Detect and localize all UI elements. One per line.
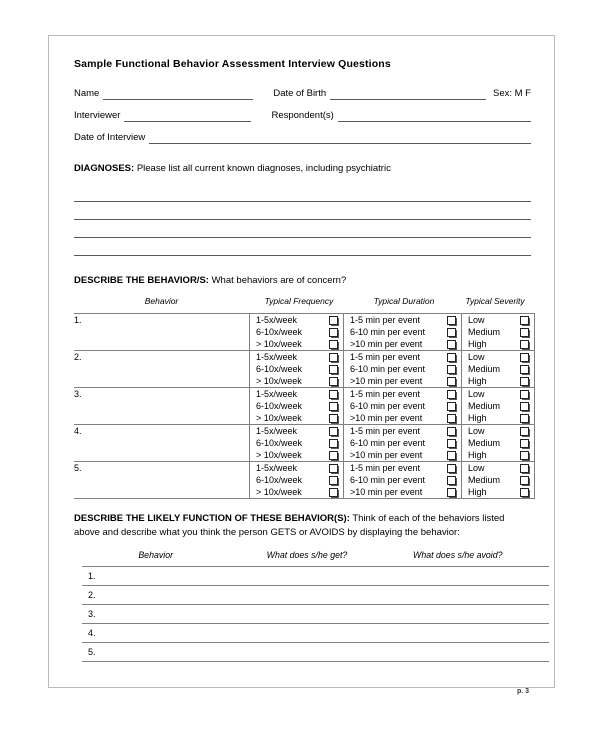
behavior-heading-bold: DESCRIBE THE BEHAVIOR/S: bbox=[74, 275, 209, 286]
duration-option[interactable] bbox=[344, 449, 461, 461]
checkbox-icon[interactable] bbox=[447, 439, 456, 448]
severity-option[interactable] bbox=[462, 388, 534, 400]
severity-option[interactable] bbox=[462, 351, 534, 363]
function-avoid-entry[interactable] bbox=[402, 624, 549, 643]
severity-option[interactable] bbox=[462, 338, 534, 350]
duration-option-label: 1-5 min per event bbox=[350, 463, 421, 473]
frequency-option-label: > 10x/week bbox=[256, 413, 302, 423]
frequency-option[interactable] bbox=[250, 462, 343, 474]
severity-option-label: Low bbox=[468, 389, 485, 399]
duration-option-label: >10 min per event bbox=[350, 487, 423, 497]
field-row-name bbox=[74, 88, 531, 100]
duration-option-label: 1-5 min per event bbox=[350, 426, 421, 436]
behavior-heading-text: What behaviors are of concern? bbox=[208, 275, 347, 286]
frequency-option[interactable] bbox=[250, 363, 343, 375]
checkbox-icon[interactable] bbox=[520, 427, 529, 436]
column-header-what-does-she-get: What does s/he get? bbox=[266, 550, 348, 560]
column-header-what-does-she-avoid: What does s/he avoid? bbox=[413, 550, 503, 560]
severity-option-label: Medium bbox=[468, 438, 501, 448]
severity-option-label: Medium bbox=[468, 401, 501, 411]
severity-option[interactable] bbox=[462, 375, 534, 387]
function-avoid-entry[interactable] bbox=[402, 605, 549, 624]
diagnoses-line[interactable] bbox=[74, 238, 531, 256]
function-heading-text: Think of each of the behaviors listed above and describe what you think the person GETS or AVOIDS by displaying the behavior: bbox=[74, 513, 505, 538]
severity-option-label: High bbox=[468, 339, 487, 349]
severity-option-label: Low bbox=[468, 426, 485, 436]
severity-option-label: Medium bbox=[468, 327, 501, 337]
checkbox-icon[interactable] bbox=[520, 451, 529, 460]
diagnoses-heading bbox=[74, 162, 531, 175]
date-of-interview-input-rule[interactable] bbox=[149, 132, 531, 144]
checkbox-icon[interactable] bbox=[447, 464, 456, 473]
table-row bbox=[74, 388, 535, 425]
diagnoses-line[interactable] bbox=[74, 202, 531, 220]
table-row bbox=[74, 351, 535, 388]
diagnoses-line[interactable] bbox=[74, 220, 531, 238]
function-behavior-entry[interactable]: 2. bbox=[82, 586, 238, 605]
behavior-row-entry[interactable]: 5. bbox=[74, 462, 250, 499]
checkbox-icon[interactable] bbox=[447, 316, 456, 325]
severity-cell bbox=[462, 314, 535, 351]
duration-option-label: 6-10 min per event bbox=[350, 327, 426, 337]
behavior-row-entry[interactable]: 3. bbox=[74, 388, 250, 425]
frequency-option-label: 6-10x/week bbox=[256, 401, 303, 411]
behavior-table-column-headers bbox=[74, 296, 531, 307]
frequency-option[interactable] bbox=[250, 474, 343, 486]
duration-option-label: 6-10 min per event bbox=[350, 364, 426, 374]
severity-cell bbox=[462, 425, 535, 462]
date-of-birth-input-rule[interactable] bbox=[330, 88, 486, 100]
frequency-option-label: 6-10x/week bbox=[256, 438, 303, 448]
column-header-typical-severity: Typical Severity bbox=[465, 296, 525, 306]
function-section-heading bbox=[74, 512, 531, 539]
duration-option[interactable] bbox=[344, 437, 461, 449]
severity-option[interactable] bbox=[462, 449, 534, 461]
respondents-input-rule[interactable] bbox=[338, 110, 531, 122]
frequency-option-label: 1-5x/week bbox=[256, 389, 298, 399]
checkbox-icon[interactable] bbox=[520, 353, 529, 362]
frequency-option[interactable] bbox=[250, 314, 343, 326]
function-behavior-entry[interactable]: 3. bbox=[82, 605, 238, 624]
frequency-option-label: 1-5x/week bbox=[256, 352, 298, 362]
behavior-row-entry[interactable]: 2. bbox=[74, 351, 250, 388]
frequency-cell bbox=[250, 314, 344, 351]
duration-option[interactable] bbox=[344, 412, 461, 424]
checkbox-icon[interactable] bbox=[520, 340, 529, 349]
duration-option-label: >10 min per event bbox=[350, 413, 423, 423]
duration-cell bbox=[344, 425, 462, 462]
checkbox-icon[interactable] bbox=[329, 402, 338, 411]
table-row bbox=[82, 586, 549, 605]
field-row-date-of-interview bbox=[74, 132, 531, 144]
duration-option[interactable] bbox=[344, 388, 461, 400]
duration-option[interactable] bbox=[344, 351, 461, 363]
frequency-option[interactable] bbox=[250, 326, 343, 338]
checkbox-icon[interactable] bbox=[329, 365, 338, 374]
checkbox-icon[interactable] bbox=[447, 353, 456, 362]
checkbox-icon[interactable] bbox=[520, 377, 529, 386]
severity-option-label: Medium bbox=[468, 475, 501, 485]
column-header-typical-frequency: Typical Frequency bbox=[264, 296, 334, 306]
interviewer-input-rule[interactable] bbox=[124, 110, 251, 122]
frequency-option[interactable] bbox=[250, 437, 343, 449]
checkbox-icon[interactable] bbox=[329, 439, 338, 448]
name-label: Name bbox=[74, 88, 100, 99]
checkbox-icon[interactable] bbox=[329, 488, 338, 497]
frequency-option[interactable] bbox=[250, 449, 343, 461]
duration-cell bbox=[344, 462, 462, 499]
table-row bbox=[82, 643, 549, 662]
severity-option-label: High bbox=[468, 450, 487, 460]
checkbox-icon[interactable] bbox=[520, 365, 529, 374]
checkbox-icon[interactable] bbox=[329, 316, 338, 325]
severity-option-label: High bbox=[468, 487, 487, 497]
frequency-option-label: 1-5x/week bbox=[256, 426, 298, 436]
checkbox-icon[interactable] bbox=[447, 328, 456, 337]
duration-option-label: 6-10 min per event bbox=[350, 401, 426, 411]
duration-option-label: >10 min per event bbox=[350, 376, 423, 386]
severity-option-label: High bbox=[468, 376, 487, 386]
checkbox-icon[interactable] bbox=[329, 451, 338, 460]
checkbox-icon[interactable] bbox=[329, 390, 338, 399]
duration-option[interactable] bbox=[344, 338, 461, 350]
duration-option[interactable] bbox=[344, 375, 461, 387]
function-behavior-entry[interactable]: 4. bbox=[82, 624, 238, 643]
severity-option-label: Medium bbox=[468, 364, 501, 374]
severity-option-label: High bbox=[468, 413, 487, 423]
function-get-entry[interactable] bbox=[238, 643, 402, 662]
behavior-table bbox=[74, 313, 535, 499]
table-row bbox=[82, 605, 549, 624]
function-heading-bold: DESCRIBE THE LIKELY FUNCTION OF THESE BEHAVIOR(S): bbox=[74, 513, 350, 524]
page-content bbox=[74, 58, 531, 695]
behavior-row-entry[interactable]: 1. bbox=[74, 314, 250, 351]
duration-option[interactable] bbox=[344, 326, 461, 338]
duration-option[interactable] bbox=[344, 363, 461, 375]
table-row bbox=[74, 314, 535, 351]
behavior-row-entry[interactable]: 4. bbox=[74, 425, 250, 462]
severity-option[interactable] bbox=[462, 474, 534, 486]
checkbox-icon[interactable] bbox=[447, 427, 456, 436]
checkbox-icon[interactable] bbox=[447, 402, 456, 411]
frequency-option[interactable] bbox=[250, 351, 343, 363]
severity-option[interactable] bbox=[462, 437, 534, 449]
severity-option-label: Low bbox=[468, 315, 485, 325]
function-avoid-entry[interactable] bbox=[402, 643, 549, 662]
page-title: Sample Functional Behavior Assessment Interview Questions bbox=[74, 58, 391, 70]
severity-option-label: Low bbox=[468, 463, 485, 473]
duration-option-label: 1-5 min per event bbox=[350, 389, 421, 399]
duration-option-label: >10 min per event bbox=[350, 450, 423, 460]
checkbox-icon[interactable] bbox=[329, 414, 338, 423]
diagnoses-line[interactable] bbox=[74, 184, 531, 202]
duration-option-label: 6-10 min per event bbox=[350, 438, 426, 448]
duration-option[interactable] bbox=[344, 462, 461, 474]
checkbox-icon[interactable] bbox=[520, 488, 529, 497]
frequency-cell bbox=[250, 425, 344, 462]
checkbox-icon[interactable] bbox=[447, 488, 456, 497]
frequency-option[interactable] bbox=[250, 400, 343, 412]
severity-cell bbox=[462, 351, 535, 388]
diagnoses-write-in-area bbox=[74, 184, 531, 256]
name-input-rule[interactable] bbox=[103, 88, 253, 100]
table-row bbox=[82, 624, 549, 643]
sex-label[interactable]: Sex: M F bbox=[492, 88, 531, 99]
function-table-column-headers bbox=[74, 550, 531, 561]
checkbox-icon[interactable] bbox=[520, 464, 529, 473]
duration-cell bbox=[344, 314, 462, 351]
checkbox-icon[interactable] bbox=[329, 340, 338, 349]
frequency-cell bbox=[250, 351, 344, 388]
checkbox-icon[interactable] bbox=[329, 427, 338, 436]
checkbox-icon[interactable] bbox=[520, 414, 529, 423]
interviewer-label: Interviewer bbox=[74, 110, 121, 121]
document-page bbox=[48, 35, 555, 695]
function-behavior-entry[interactable]: 5. bbox=[82, 643, 238, 662]
severity-option[interactable] bbox=[462, 486, 534, 498]
frequency-option-label: > 10x/week bbox=[256, 339, 302, 349]
table-row bbox=[74, 462, 535, 499]
checkbox-icon[interactable] bbox=[520, 439, 529, 448]
frequency-option[interactable] bbox=[250, 412, 343, 424]
checkbox-icon[interactable] bbox=[329, 464, 338, 473]
duration-option[interactable] bbox=[344, 474, 461, 486]
checkbox-icon[interactable] bbox=[447, 451, 456, 460]
function-avoid-entry[interactable] bbox=[402, 586, 549, 605]
table-row bbox=[74, 425, 535, 462]
checkbox-icon[interactable] bbox=[447, 476, 456, 485]
frequency-option[interactable] bbox=[250, 338, 343, 350]
checkbox-icon[interactable] bbox=[520, 476, 529, 485]
frequency-option[interactable] bbox=[250, 375, 343, 387]
checkbox-icon[interactable] bbox=[447, 414, 456, 423]
date-of-birth-label: Date of Birth bbox=[273, 88, 327, 99]
diagnoses-heading-bold: DIAGNOSES: bbox=[74, 163, 135, 174]
respondents-label: Respondent(s) bbox=[271, 110, 334, 121]
checkbox-icon[interactable] bbox=[447, 365, 456, 374]
duration-option-label: 1-5 min per event bbox=[350, 315, 421, 325]
severity-option[interactable] bbox=[462, 412, 534, 424]
severity-option[interactable] bbox=[462, 400, 534, 412]
function-table bbox=[82, 566, 549, 662]
frequency-option-label: > 10x/week bbox=[256, 487, 302, 497]
diagnoses-heading-text: Please list all current known diagnoses, including psychiatric bbox=[134, 163, 391, 174]
duration-option[interactable] bbox=[344, 486, 461, 498]
checkbox-icon[interactable] bbox=[520, 390, 529, 399]
frequency-option[interactable] bbox=[250, 486, 343, 498]
checkbox-icon[interactable] bbox=[447, 390, 456, 399]
frequency-option-label: 6-10x/week bbox=[256, 475, 303, 485]
column-header-behavior: Behavior bbox=[144, 296, 179, 306]
severity-option[interactable] bbox=[462, 425, 534, 437]
column-header-typical-duration: Typical Duration bbox=[373, 296, 435, 306]
checkbox-icon[interactable] bbox=[447, 340, 456, 349]
checkbox-icon[interactable] bbox=[329, 328, 338, 337]
duration-option[interactable] bbox=[344, 400, 461, 412]
date-of-interview-label: Date of Interview bbox=[74, 132, 146, 143]
duration-option-label: 1-5 min per event bbox=[350, 352, 421, 362]
severity-option[interactable] bbox=[462, 314, 534, 326]
severity-option[interactable] bbox=[462, 363, 534, 375]
function-get-entry[interactable] bbox=[238, 605, 402, 624]
checkbox-icon[interactable] bbox=[520, 402, 529, 411]
page-number: p. 3 bbox=[516, 688, 529, 695]
frequency-option-label: 1-5x/week bbox=[256, 315, 298, 325]
function-behavior-entry[interactable]: 1. bbox=[82, 567, 238, 586]
function-get-entry[interactable] bbox=[238, 567, 402, 586]
column-header-behavior: Behavior bbox=[138, 550, 174, 560]
severity-cell bbox=[462, 462, 535, 499]
frequency-cell bbox=[250, 388, 344, 425]
frequency-option[interactable] bbox=[250, 425, 343, 437]
checkbox-icon[interactable] bbox=[329, 353, 338, 362]
frequency-option-label: 6-10x/week bbox=[256, 364, 303, 374]
duration-option-label: >10 min per event bbox=[350, 339, 423, 349]
frequency-option-label: 1-5x/week bbox=[256, 463, 298, 473]
duration-cell bbox=[344, 351, 462, 388]
severity-option-label: Low bbox=[468, 352, 485, 362]
behavior-section-heading bbox=[74, 274, 531, 287]
duration-option[interactable] bbox=[344, 425, 461, 437]
frequency-option-label: 6-10x/week bbox=[256, 327, 303, 337]
checkbox-icon[interactable] bbox=[329, 476, 338, 485]
frequency-option-label: > 10x/week bbox=[256, 450, 302, 460]
duration-cell bbox=[344, 388, 462, 425]
function-avoid-entry[interactable] bbox=[402, 567, 549, 586]
checkbox-icon[interactable] bbox=[447, 377, 456, 386]
frequency-cell bbox=[250, 462, 344, 499]
checkbox-icon[interactable] bbox=[520, 316, 529, 325]
function-get-entry[interactable] bbox=[238, 624, 402, 643]
severity-option[interactable] bbox=[462, 462, 534, 474]
frequency-option-label: > 10x/week bbox=[256, 376, 302, 386]
function-get-entry[interactable] bbox=[238, 586, 402, 605]
duration-option[interactable] bbox=[344, 314, 461, 326]
duration-option-label: 6-10 min per event bbox=[350, 475, 426, 485]
table-row bbox=[82, 567, 549, 586]
severity-option[interactable] bbox=[462, 326, 534, 338]
checkbox-icon[interactable] bbox=[520, 328, 529, 337]
frequency-option[interactable] bbox=[250, 388, 343, 400]
checkbox-icon[interactable] bbox=[329, 377, 338, 386]
severity-cell bbox=[462, 388, 535, 425]
field-row-interviewer bbox=[74, 110, 531, 122]
